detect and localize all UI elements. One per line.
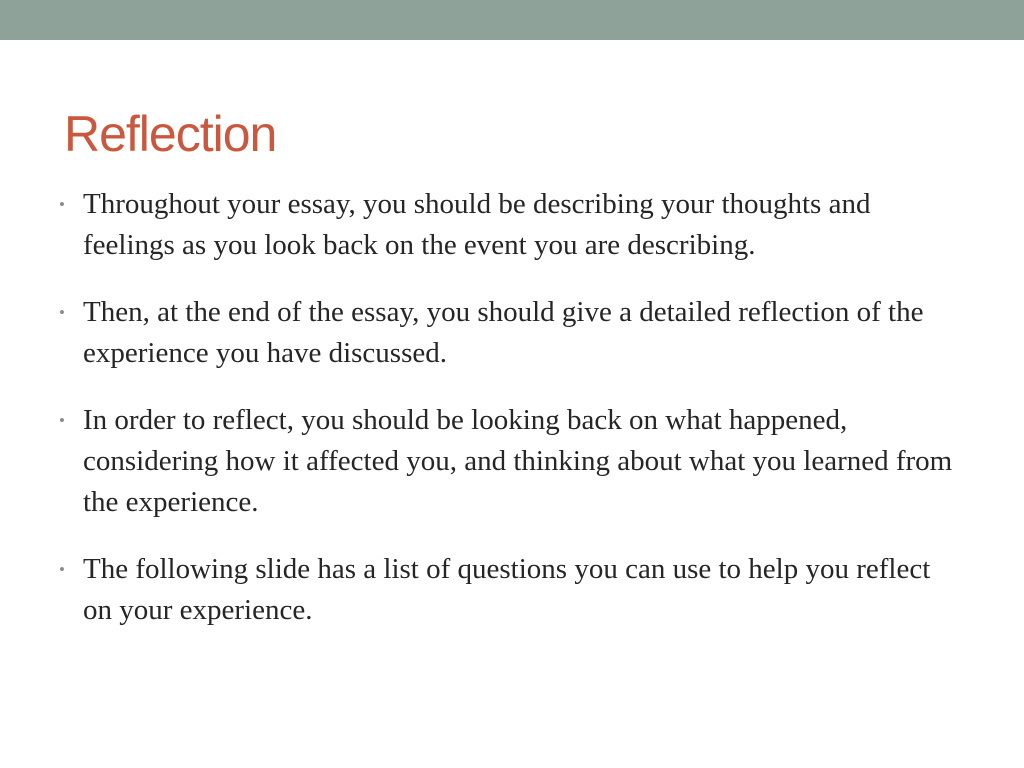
bullet-text: In order to reflect, you should be looking back on what happened, considering how it affected you, and thinking about what you learned from the experience.	[83, 404, 953, 518]
bullet-text: Throughout your essay, you should be describing your thoughts and feelings as you look back on the event you are describing.	[83, 188, 871, 261]
bullet-item	[56, 400, 956, 523]
bullet-list	[56, 184, 956, 657]
bullet-item	[56, 292, 956, 374]
bullet-item	[56, 184, 956, 266]
bullet-dot-icon: •	[59, 560, 65, 579]
slide-title: Reflection	[64, 106, 277, 162]
bullet-dot-icon: •	[59, 303, 65, 322]
bullet-dot-icon: •	[59, 195, 65, 214]
bullet-item	[56, 549, 956, 631]
bullet-text: Then, at the end of the essay, you should give a detailed reflection of the experience you have discussed.	[83, 296, 924, 369]
bullet-dot-icon: •	[59, 411, 65, 430]
top-accent-bar	[0, 0, 1024, 40]
bullet-text: The following slide has a list of questions you can use to help you reflect on your experience.	[83, 553, 931, 626]
